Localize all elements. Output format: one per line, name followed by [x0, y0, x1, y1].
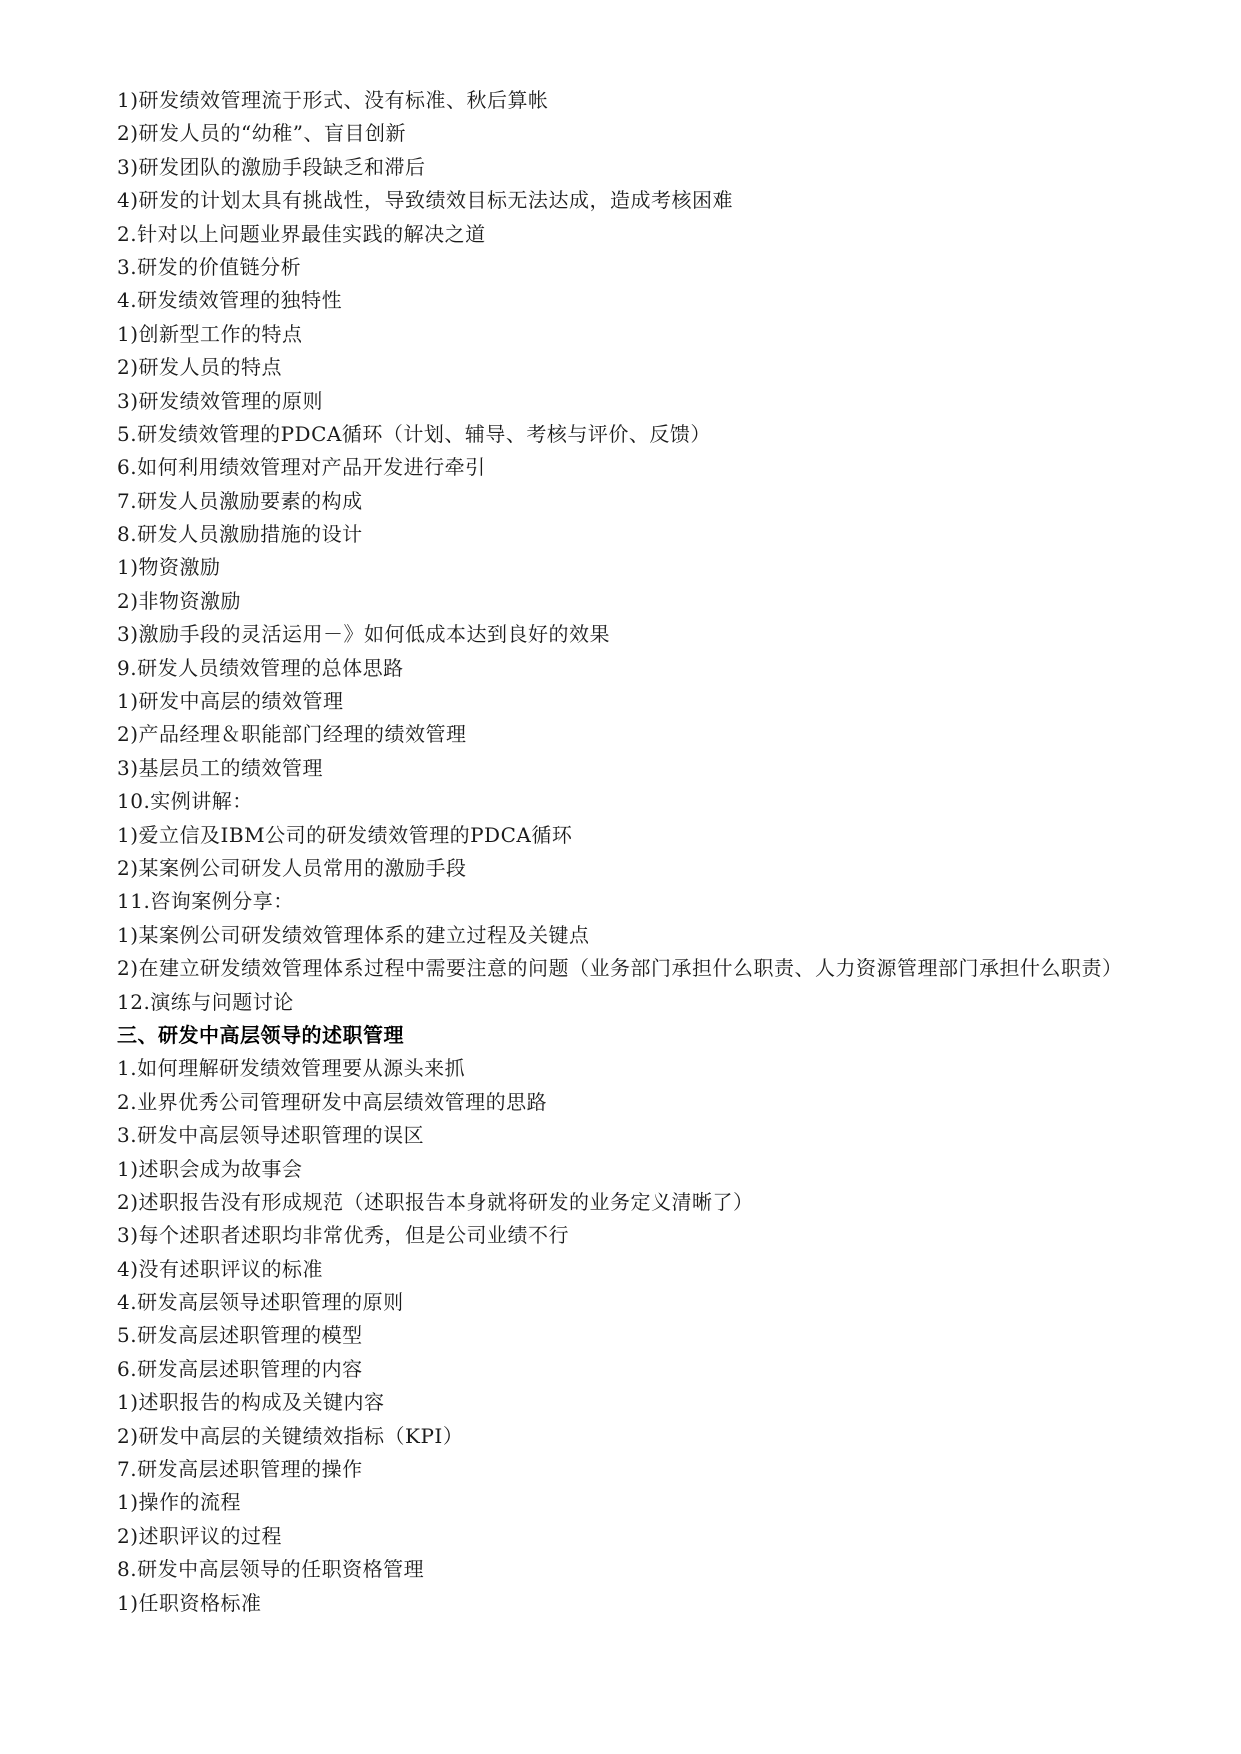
list-item: 7.研发人员激励要素的构成: [117, 488, 363, 513]
list-item: 12.演练与问题讨论: [117, 989, 294, 1014]
list-item: 5.研发绩效管理的PDCA循环（计划、辅导、考核与评价、反馈）: [117, 421, 711, 446]
list-item: 2)述职评议的过程: [117, 1523, 283, 1548]
list-item: 1)某案例公司研发绩效管理体系的建立过程及关键点: [117, 922, 590, 947]
list-item: 2)在建立研发绩效管理体系过程中需要注意的问题（业务部门承担什么职责、人力资源管理部门承担什么职责）: [117, 956, 1123, 981]
list-item: 4)没有述职评议的标准: [117, 1256, 324, 1281]
list-item: 1)研发绩效管理流于形式、没有标准、秋后算帐: [117, 88, 549, 112]
list-item: 1)物资激励: [117, 555, 221, 580]
list-item: 2.业界优秀公司管理研发中高层绩效管理的思路: [117, 1089, 548, 1114]
list-item: 3)研发团队的激励手段缺乏和滞后: [117, 154, 426, 179]
list-item: 1)创新型工作的特点: [117, 321, 303, 346]
list-item: 11.咨询案例分享：: [117, 889, 294, 914]
list-item: 8.研发中高层领导的任职资格管理: [117, 1557, 425, 1582]
list-item: 1)爱立信及IBM公司的研发绩效管理的PDCA循环: [117, 822, 573, 847]
list-item: 1)操作的流程: [117, 1490, 242, 1515]
list-item: 2)研发人员的特点: [117, 355, 283, 380]
list-item: 1)述职报告的构成及关键内容: [117, 1390, 385, 1415]
list-item: 2)产品经理＆职能部门经理的绩效管理: [117, 722, 467, 747]
list-item: 6.研发高层述职管理的内容: [117, 1356, 363, 1381]
list-item: 3.研发的价值链分析: [117, 254, 302, 279]
section-heading: 三、研发中高层领导的述职管理: [117, 1022, 404, 1047]
list-item: 1)研发中高层的绩效管理: [117, 689, 344, 714]
list-item: 2)非物资激励: [117, 588, 242, 613]
list-item: 2)述职报告没有形成规范（述职报告本身就将研发的业务定义清晰了）: [117, 1189, 754, 1214]
list-item: 3)每个述职者述职均非常优秀，但是公司业绩不行: [117, 1223, 570, 1248]
list-item: 7.研发高层述职管理的操作: [117, 1457, 363, 1482]
list-item: 3)基层员工的绩效管理: [117, 755, 324, 780]
list-item: 3)研发绩效管理的原则: [117, 388, 324, 413]
list-item: 9.研发人员绩效管理的总体思路: [117, 655, 404, 680]
list-item: 1)任职资格标准: [117, 1590, 262, 1615]
list-item: 1)述职会成为故事会: [117, 1156, 303, 1181]
list-item: 2)某案例公司研发人员常用的激励手段: [117, 855, 467, 880]
list-item: 3.研发中高层领导述职管理的误区: [117, 1123, 425, 1148]
list-item: 4.研发绩效管理的独特性: [117, 288, 343, 313]
list-item: 2)研发人员的“幼稚”、盲目创新: [117, 121, 406, 146]
list-item: 4)研发的计划太具有挑战性，导致绩效目标无法达成，造成考核困难: [117, 188, 734, 213]
list-item: 2)研发中高层的关键绩效指标（KPI）: [117, 1423, 464, 1448]
list-item: 10.实例讲解：: [117, 789, 253, 814]
list-item: 2.针对以上问题业界最佳实践的解决之道: [117, 221, 486, 246]
list-item: 8.研发人员激励措施的设计: [117, 522, 363, 547]
list-item: 4.研发高层领导述职管理的原则: [117, 1290, 404, 1315]
list-item: 6.如何利用绩效管理对产品开发进行牵引: [117, 455, 486, 480]
list-item: 5.研发高层述职管理的模型: [117, 1323, 363, 1348]
list-item: 1.如何理解研发绩效管理要从源头来抓: [117, 1056, 466, 1081]
list-item: 3)激励手段的灵活运用－》如何低成本达到良好的效果: [117, 622, 611, 647]
document-page: [117, 84, 1147, 1620]
